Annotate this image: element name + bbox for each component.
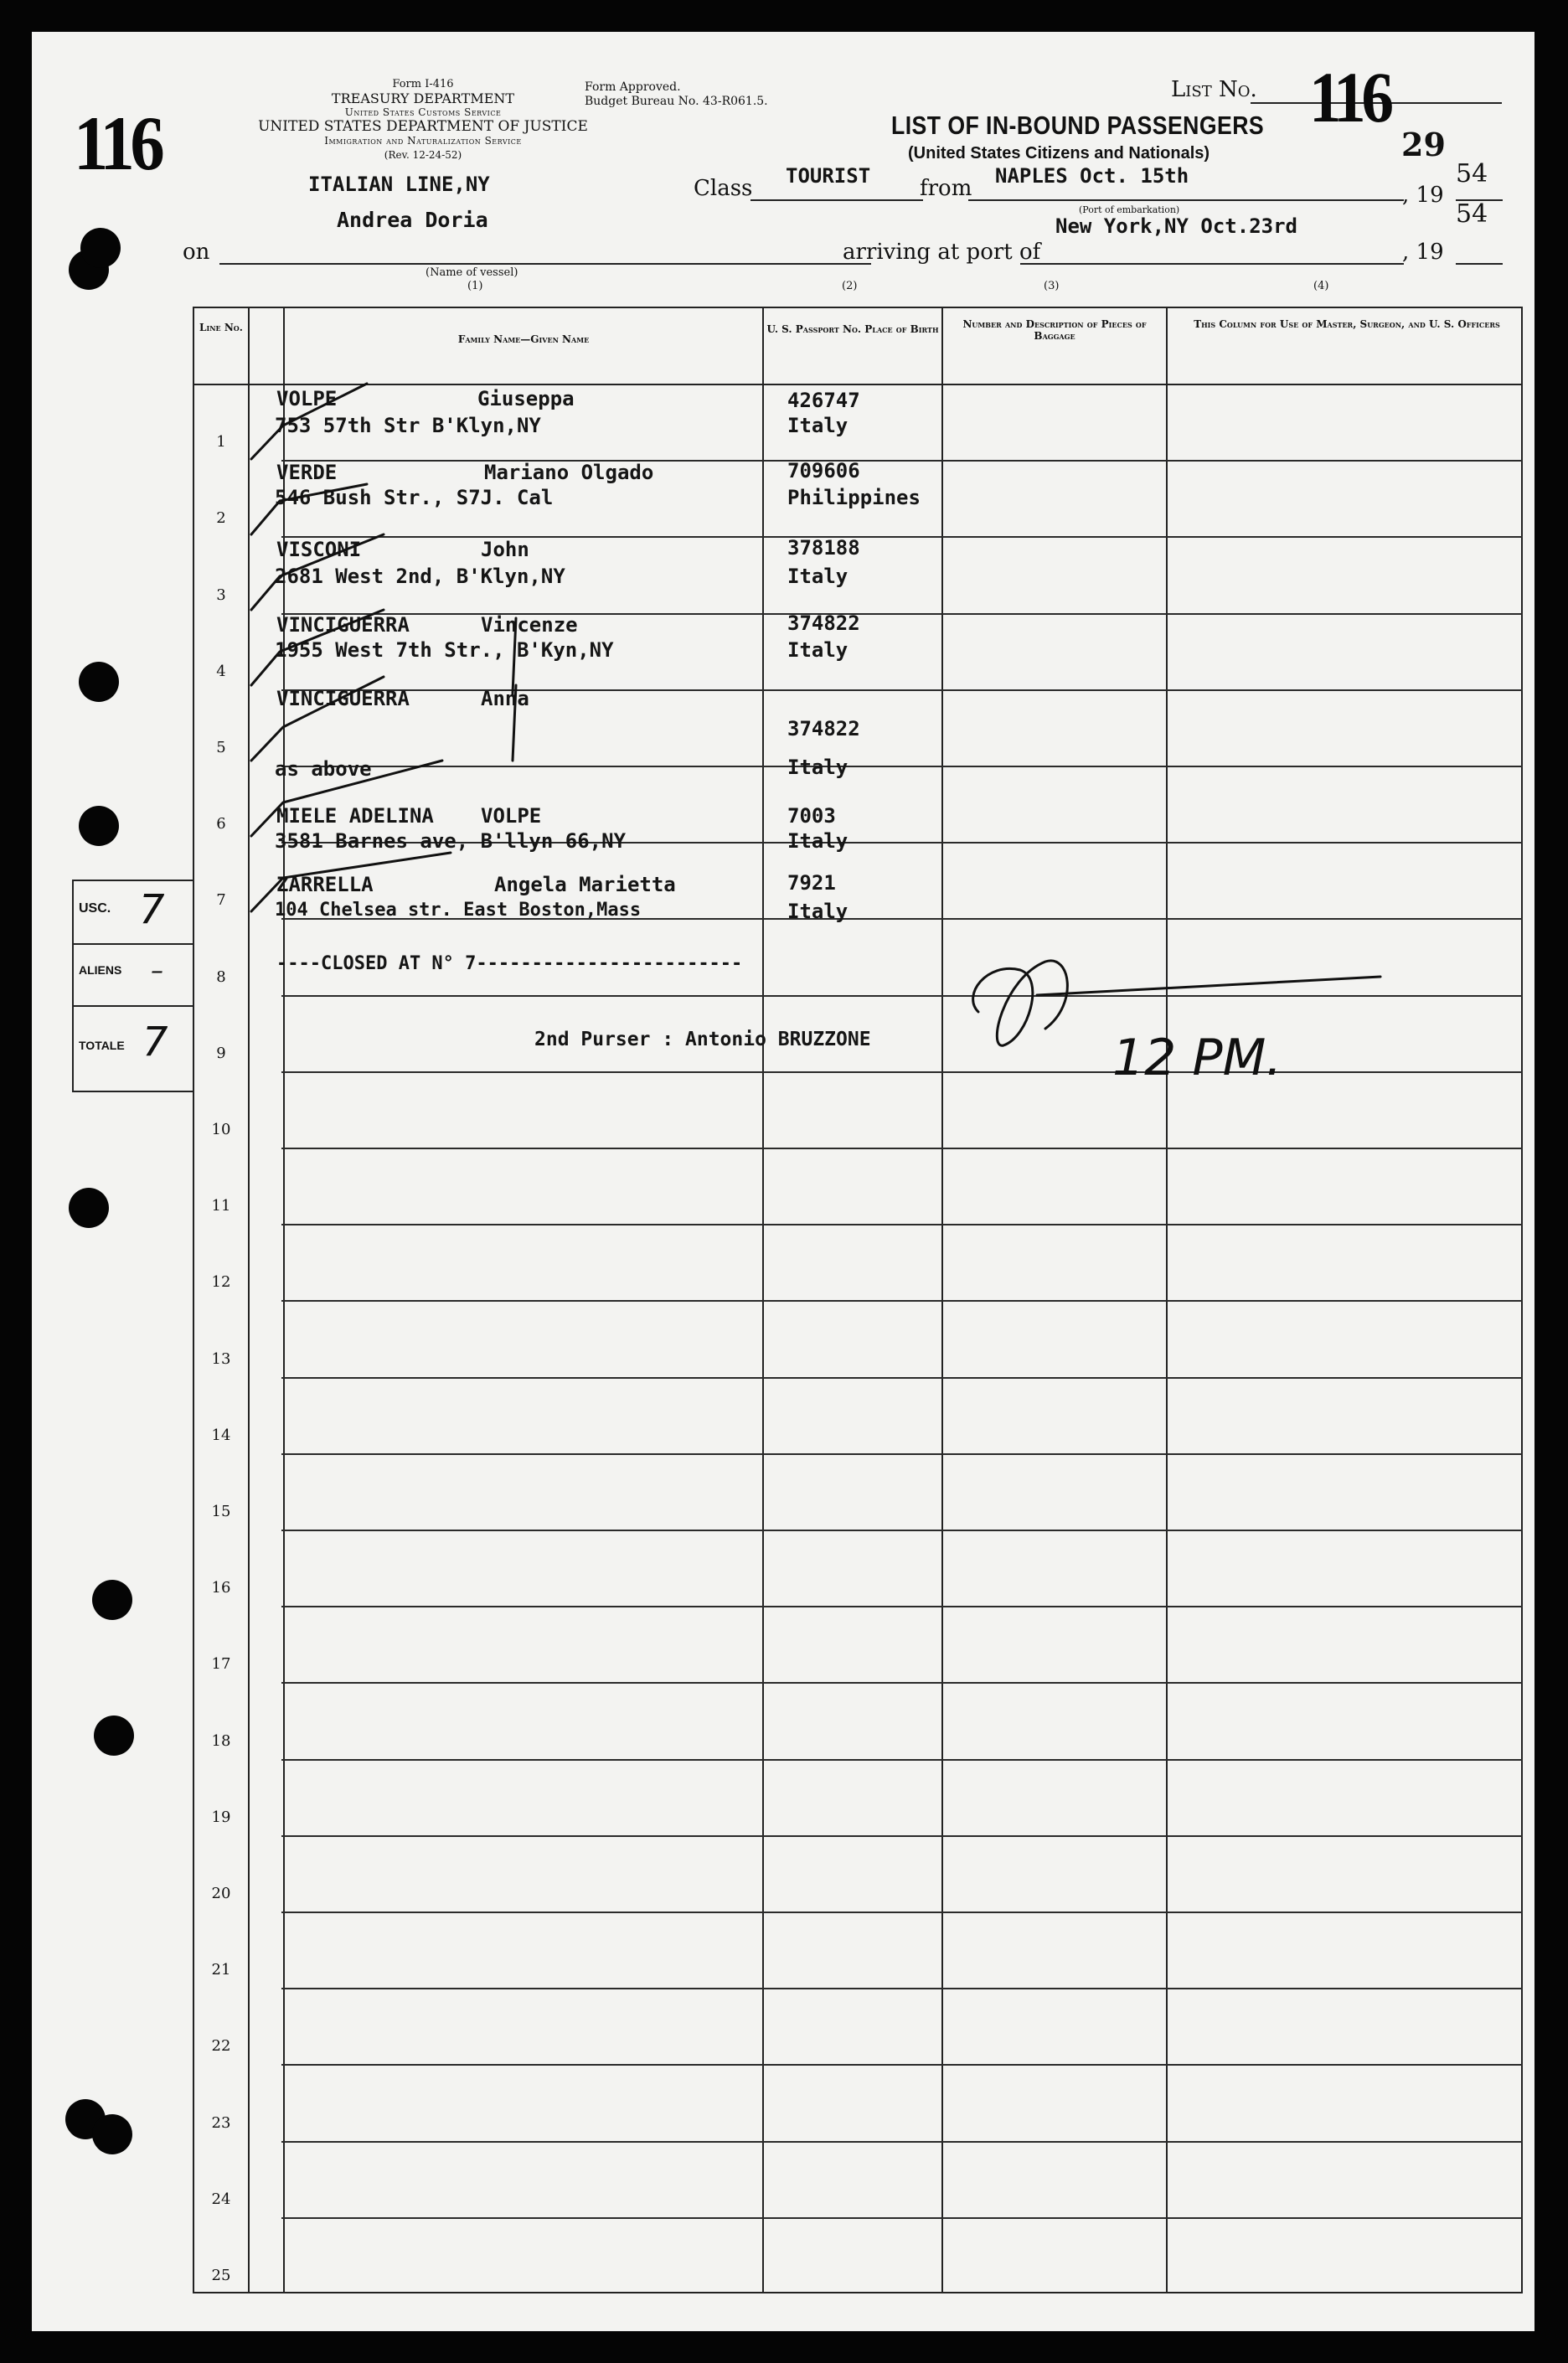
col-header-passport: U. S. Passport No. Place of Birth xyxy=(766,323,939,335)
passenger-address: as above xyxy=(275,757,372,781)
aliens-value: – xyxy=(151,957,163,986)
birthplace: Philippines xyxy=(787,486,921,509)
row-number: 11 xyxy=(211,1197,231,1215)
passenger-family-name: VINCIGUERRA xyxy=(276,687,410,710)
birthplace: Italy xyxy=(787,565,848,588)
passenger-given-name: Mariano Olgado xyxy=(484,461,654,484)
row-number: 18 xyxy=(211,1731,231,1750)
passenger-family-name: VINCIGUERRA xyxy=(276,613,410,637)
binder-hole xyxy=(79,806,119,846)
passenger-family-name: VERDE xyxy=(276,461,338,484)
row-number: 12 xyxy=(211,1273,231,1292)
form-number: Form I-416 xyxy=(392,78,454,90)
row-number: 14 xyxy=(211,1426,231,1444)
port-embarkation-caption: (Port of embarkation) xyxy=(1079,204,1180,215)
page-subtitle: (United States Citizens and Nationals) xyxy=(908,144,1210,163)
passport-number: 374822 xyxy=(787,717,860,740)
treasury-dept: TREASURY DEPARTMENT xyxy=(331,90,515,106)
checkmark-row-2 xyxy=(251,484,367,534)
passenger-address: 104 Chelsea str. East Boston,Mass xyxy=(275,900,642,921)
passport-number: 7003 xyxy=(787,804,836,828)
row-number: 16 xyxy=(211,1579,231,1597)
row-number: 3 xyxy=(216,586,226,604)
revision-date: (Rev. 12-24-52) xyxy=(384,149,462,161)
row-number: 7 xyxy=(216,891,226,910)
on-label: on xyxy=(183,240,210,265)
passenger-address: 2681 West 2nd, B'Klyn,NY xyxy=(275,565,565,588)
passenger-family-name: MIELE ADELINA xyxy=(276,804,434,828)
row-number: 22 xyxy=(211,2037,231,2056)
row-number: 2 xyxy=(216,509,226,528)
checkmark-row-7 xyxy=(251,853,451,911)
stamp-list-number-left: 116 xyxy=(74,101,161,186)
checkmark-row-1 xyxy=(251,384,367,459)
usc-value: 7 xyxy=(139,886,165,933)
passport-number: 378188 xyxy=(787,536,860,560)
col-num-4: (4) xyxy=(1313,280,1329,292)
passport-number: 7921 xyxy=(787,871,836,895)
passport-number: 374822 xyxy=(787,611,860,635)
passenger-given-name: Giuseppa xyxy=(477,387,575,410)
closing-line: ----CLOSED AT N° 7------------------------ xyxy=(276,953,743,974)
checkmark-row-3 xyxy=(251,534,384,610)
row-number: 21 xyxy=(211,1961,231,1979)
passenger-given-name: Angela Marietta xyxy=(494,873,676,896)
signature xyxy=(973,961,1380,1045)
passenger-family-name: VOLPE xyxy=(276,387,338,410)
passenger-family-name: ZARRELLA xyxy=(276,873,374,896)
page-title: LIST OF IN-BOUND PASSENGERS xyxy=(891,111,1265,140)
form-approved: Form Approved. xyxy=(585,80,681,94)
row-number: 23 xyxy=(211,2113,231,2132)
passenger-given-name: Vincenze xyxy=(481,613,578,637)
list-no-label: List No. xyxy=(1171,77,1257,102)
binder-hole xyxy=(79,662,119,702)
passenger-address: 1955 West 7th Str., B'Kyn,NY xyxy=(275,638,614,662)
shipping-line: ITALIAN LINE,NY xyxy=(308,173,490,196)
from-value: NAPLES Oct. 15th xyxy=(995,164,1189,188)
row-number: 13 xyxy=(211,1349,231,1368)
row-number: 10 xyxy=(211,1121,231,1138)
arriving-label: arriving at port of xyxy=(843,240,1041,265)
total-value: 7 xyxy=(142,1019,168,1065)
passenger-family-name: VISCONI xyxy=(276,538,362,561)
vessel-name: Andrea Doria xyxy=(337,208,488,232)
budget-bureau: Budget Bureau No. 43-R061.5. xyxy=(585,95,768,108)
passport-number: 709606 xyxy=(787,459,860,482)
total-label: TOTALE xyxy=(79,1039,125,1052)
row-number: 1 xyxy=(216,433,226,451)
aliens-label: ALIENS xyxy=(79,963,122,977)
passport-number: 426747 xyxy=(787,389,860,412)
binder-hole xyxy=(92,1580,132,1620)
customs-service: United States Customs Service xyxy=(344,106,502,118)
binder-hole xyxy=(69,1188,109,1228)
passenger-address: 546 Bush Str., S7J. Cal xyxy=(275,486,554,509)
manifest-sheet xyxy=(32,32,1534,2331)
year-prefix-2: , 19 xyxy=(1402,240,1444,265)
row-number: 17 xyxy=(211,1655,231,1674)
col-header-baggage: Number and Description of Pieces of Baggage xyxy=(962,318,1147,342)
col-num-3: (3) xyxy=(1044,280,1060,292)
from-label: from xyxy=(920,176,972,201)
passenger-given-name: Anna xyxy=(481,687,529,710)
row-number: 25 xyxy=(211,2267,231,2284)
passenger-address: 753 57th Str B'Klyn,NY xyxy=(275,414,541,437)
handwritten-marks xyxy=(32,32,1534,2331)
row-number: 8 xyxy=(216,967,226,986)
birthplace: Italy xyxy=(787,829,848,853)
birthplace: Italy xyxy=(787,638,848,662)
passenger-given-name: VOLPE xyxy=(481,804,542,828)
row-number: 20 xyxy=(211,1885,231,1902)
row-number: 4 xyxy=(216,662,226,680)
row-number: 19 xyxy=(211,1808,231,1826)
row-number: 24 xyxy=(211,2190,231,2208)
vessel-caption: (Name of vessel) xyxy=(426,266,518,279)
purser-line: 2nd Purser : Antonio BRUZZONE xyxy=(534,1029,871,1050)
justice-dept: UNITED STATES DEPARTMENT OF JUSTICE xyxy=(258,118,588,135)
col-num-1: (1) xyxy=(467,280,483,292)
birthplace: Italy xyxy=(787,414,848,437)
passenger-given-name: John xyxy=(481,538,529,561)
binder-hole xyxy=(80,228,121,268)
handwritten-time: 12 PM. xyxy=(1112,1029,1282,1087)
binder-hole xyxy=(94,1715,134,1756)
col-num-2: (2) xyxy=(842,280,858,292)
birthplace: Italy xyxy=(787,756,848,779)
arrival-port-date: New York,NY Oct.23rd xyxy=(1055,214,1297,238)
class-value: TOURIST xyxy=(786,164,871,188)
birthplace: Italy xyxy=(787,900,848,923)
checkmark-row-4 xyxy=(251,610,516,694)
row-number: 15 xyxy=(211,1503,231,1520)
binder-hole xyxy=(92,2114,132,2154)
checkmark-row-6 xyxy=(251,761,442,836)
stamp-list-number-right: 116 xyxy=(1309,57,1390,137)
year-value-1: 54 xyxy=(1456,159,1488,188)
col-header-line-no: Line No. xyxy=(199,322,243,333)
list-sub-number: 29 xyxy=(1401,126,1446,163)
class-label: Class xyxy=(694,176,753,201)
checkmark-row-5 xyxy=(251,677,516,761)
col-header-officers: This Column for Use of Master, Surgeon, and U. S. Officers xyxy=(1194,318,1500,330)
tally-box xyxy=(72,880,194,1092)
year-value-2: 54 xyxy=(1456,199,1488,229)
ins-service: Immigration and Naturalization Service xyxy=(324,135,522,147)
row-number: 9 xyxy=(216,1044,226,1062)
year-prefix-1: , 19 xyxy=(1402,183,1444,208)
col-header-name: Family Name—Given Name xyxy=(457,333,590,345)
row-number: 5 xyxy=(216,739,226,756)
passenger-address: 3581 Barnes ave, B'llyn 66,NY xyxy=(275,829,627,853)
usc-label: USC. xyxy=(79,901,111,916)
row-number: 6 xyxy=(216,815,226,833)
